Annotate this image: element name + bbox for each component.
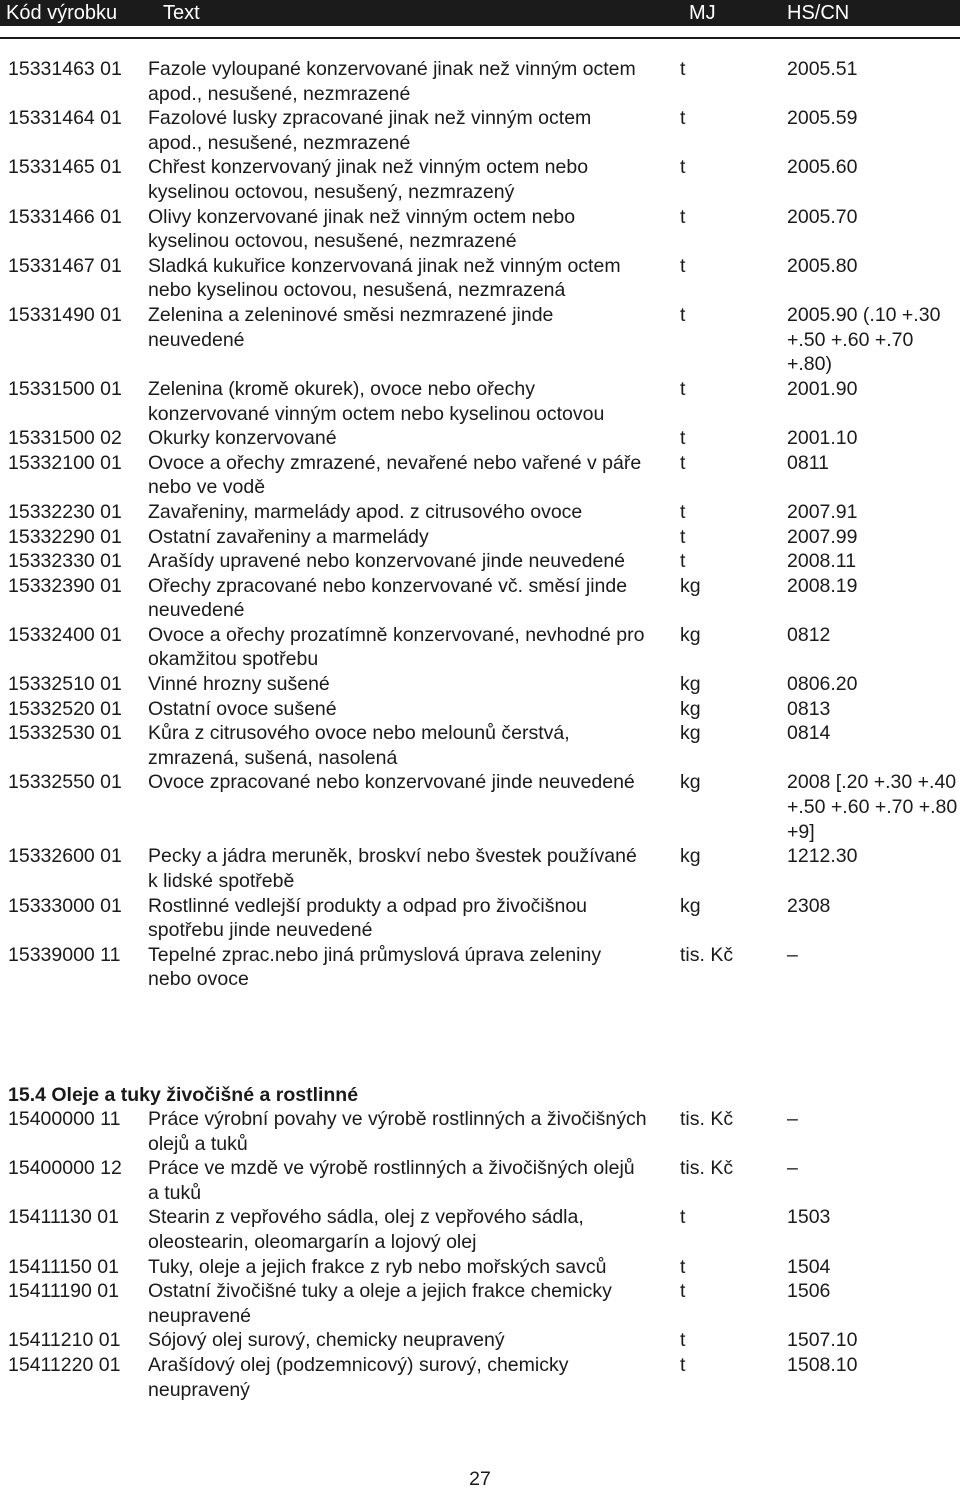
hs-cn-cell: 2005.70 [787, 205, 858, 228]
product-text: Okurky konzervované [148, 427, 337, 450]
hs-cn-cell: 0813 [787, 697, 831, 720]
unit-cell: t [680, 254, 686, 277]
product-text: Práce výrobní povahy ve výrobě rostlinných a živočišných olejů a tuků [148, 1108, 647, 1155]
hs-cn-cell: 2001.90 [787, 377, 858, 400]
product-table-2 [0, 1107, 960, 1402]
hs-cn-cell: 1506 [787, 1280, 831, 1303]
product-code: 15411210 01 [8, 1329, 121, 1352]
hs-cn-cell: 2001.10 [787, 427, 858, 450]
table-row [0, 377, 960, 426]
header-text: Text [163, 2, 200, 24]
product-code: 15331500 02 [8, 427, 122, 450]
hs-cn-cell: 1212.30 [787, 845, 858, 868]
unit-cell: t [680, 1206, 686, 1229]
hs-cn-cell: 0806.20 [787, 673, 858, 696]
table-row [0, 574, 960, 623]
hs-cn-cell: 2005.51 [787, 58, 858, 80]
product-code: 15339000 11 [8, 943, 121, 966]
unit-cell: kg [680, 894, 701, 917]
hs-cn-cell: – [787, 1108, 798, 1130]
hs-cn-cell: 2005.59 [787, 107, 858, 130]
product-text: Tepelné zprac.nebo jiná průmyslová úprava zeleniny nebo ovoce [148, 943, 602, 991]
unit-cell: t [680, 550, 686, 573]
product-code: 15400000 12 [8, 1157, 122, 1180]
header-code: Kód výrobku [6, 2, 118, 24]
product-text: Ostatní zavařeniny a marmelády [148, 525, 429, 548]
product-text: Stearin z vepřového sádla, olej z vepřového sádla, oleostearin, oleomargarín a lojový olej [148, 1206, 584, 1253]
product-code: 15332290 01 [8, 525, 122, 548]
table-row [0, 943, 960, 992]
hs-cn-cell: – [787, 1157, 798, 1180]
unit-cell: t [680, 1353, 686, 1376]
hs-cn-cell: 2008.19 [787, 574, 858, 597]
header-hs-cn: HS/CN [787, 2, 850, 24]
product-text: Pecky a jádra meruněk, broskví nebo švestek používané k lidské spotřebě [148, 845, 637, 893]
unit-cell: t [680, 303, 686, 326]
header-rule [0, 37, 960, 39]
product-code: 15332400 01 [8, 623, 122, 646]
product-code: 15331500 01 [8, 377, 122, 400]
table-row [0, 844, 960, 893]
table-row [0, 1353, 960, 1402]
table-row [0, 1255, 960, 1280]
unit-cell: kg [680, 574, 701, 597]
product-text: Ostatní živočišné tuky a oleje a jejich frakce chemicky neupravené [148, 1280, 612, 1327]
hs-cn-cell: 0814 [787, 722, 831, 745]
unit-cell: t [680, 107, 686, 130]
product-code: 15411150 01 [8, 1255, 119, 1278]
table-row [0, 721, 960, 770]
unit-cell: tis. Kč [680, 943, 734, 966]
product-text: Chřest konzervovaný jinak než vinným octem nebo kyselinou octovou, nesušený, nezmrazený [148, 156, 589, 203]
unit-cell: t [680, 525, 686, 548]
hs-cn-cell: 0811 [787, 451, 829, 474]
hs-cn-cell: 1508.10 [787, 1353, 858, 1376]
product-code: 15333000 01 [8, 894, 122, 917]
product-text: Práce ve mzdě ve výrobě rostlinných a živočišných olejů a tuků [148, 1157, 635, 1204]
product-code: 15332230 01 [8, 500, 122, 523]
product-code: 15332530 01 [8, 722, 122, 745]
product-code: 15331490 01 [8, 303, 122, 326]
product-code: 15332520 01 [8, 697, 122, 720]
page-number: 27 [469, 1468, 491, 1490]
unit-cell: t [680, 1280, 686, 1303]
hs-cn-cell: – [787, 943, 798, 966]
hs-cn-cell: 1504 [787, 1255, 831, 1278]
unit-cell: kg [680, 673, 701, 696]
table-row [0, 426, 960, 451]
product-text: Zelenina a zeleninové směsi nezmrazené jinde neuvedené [148, 303, 554, 351]
hs-cn-cell: 1507.10 [787, 1329, 858, 1352]
table-row [0, 500, 960, 525]
hs-cn-cell: 2005.90 (.10 +.30 +.50 +.60 +.70 +.80) [787, 303, 941, 376]
table-header [0, 0, 960, 26]
table-row [0, 672, 960, 697]
unit-cell: t [680, 58, 686, 80]
table-row [0, 205, 960, 254]
table-row [0, 1205, 960, 1254]
unit-cell: kg [680, 722, 701, 745]
product-text: Arašídy upravené nebo konzervované jinde neuvedené [148, 550, 626, 573]
product-code: 15331466 01 [8, 205, 122, 228]
product-code: 15400000 11 [8, 1108, 121, 1130]
hs-cn-cell: 2008 [.20 +.30 +.40 +.50 +.60 +.70 +.80 +9] [787, 771, 958, 843]
product-text: Vinné hrozny sušené [148, 673, 330, 696]
product-code: 15332510 01 [8, 673, 122, 696]
table-row [0, 106, 960, 155]
section-title: 15.4 Oleje a tuky živočišné a rostlinné [8, 1084, 359, 1106]
unit-cell: t [680, 1255, 686, 1278]
table-row [0, 525, 960, 550]
unit-cell: tis. Kč [680, 1108, 734, 1130]
product-text: Olivy konzervované jinak než vinným octem nebo kyselinou octovou, nesušené, nezmrazené [148, 205, 576, 253]
product-text: Fazolové lusky zpracované jinak než vinným octem apod., nesušené, nezmrazené [148, 107, 592, 154]
table-row [0, 770, 960, 844]
product-code: 15331465 01 [8, 156, 122, 179]
table-row [0, 57, 960, 106]
product-code: 15332600 01 [8, 845, 122, 868]
product-text: Tuky, oleje a jejich frakce z ryb nebo mořských savců [148, 1255, 607, 1278]
product-text: Arašídový olej (podzemnicový) surový, chemicky neupravený [148, 1353, 569, 1401]
table-row [0, 549, 960, 574]
table-row [0, 623, 960, 672]
hs-cn-cell: 2005.80 [787, 254, 858, 277]
hs-cn-cell: 2308 [787, 894, 831, 917]
product-code: 15332330 01 [8, 550, 122, 573]
product-text: Fazole vyloupané konzervované jinak než vinným octem apod., nesušené, nezmrazené [148, 58, 636, 105]
product-text: Ovoce a ořechy prozatímně konzervované, nevhodné pro okamžitou spotřebu [148, 623, 645, 671]
header-unit: MJ [689, 2, 716, 24]
product-code: 15332550 01 [8, 771, 122, 794]
unit-cell: t [680, 156, 686, 179]
table-row [0, 697, 960, 722]
product-text: Rostlinné vedlejší produkty a odpad pro živočišnou spotřebu jinde neuvedené [148, 894, 588, 942]
product-text: Zelenina (kromě okurek), ovoce nebo ořechy konzervované vinným octem nebo kyselinou octovou [148, 377, 605, 425]
table-row [0, 451, 960, 500]
unit-cell: kg [680, 845, 701, 868]
unit-cell: t [680, 451, 686, 474]
table-row [0, 303, 960, 377]
table-row [0, 254, 960, 303]
unit-cell: t [680, 1329, 686, 1352]
product-text: Kůra z citrusového ovoce nebo melounů čerstvá, zmrazená, sušená, nasolená [148, 722, 570, 769]
product-text: Ovoce zpracované nebo konzervované jinde neuvedené [148, 771, 635, 794]
unit-cell: kg [680, 697, 701, 720]
hs-cn-cell: 2007.99 [787, 525, 858, 548]
hs-cn-cell: 1503 [787, 1206, 831, 1229]
hs-cn-cell: 2005.60 [787, 156, 858, 179]
product-text: Sladká kukuřice konzervovaná jinak než vinným octem nebo kyselinou octovou, nesušená, nezmrazená [148, 254, 621, 302]
product-text: Zavařeniny, marmelády apod. z citrusového ovoce [148, 500, 583, 523]
hs-cn-cell: 2008.11 [787, 550, 857, 573]
table-row [0, 1156, 960, 1205]
table-row [0, 1328, 960, 1353]
product-code: 15331467 01 [8, 254, 122, 277]
product-code: 15331463 01 [8, 58, 122, 80]
unit-cell: kg [680, 623, 701, 646]
product-code: 15411190 01 [8, 1280, 119, 1303]
unit-cell: kg [680, 771, 701, 794]
unit-cell: t [680, 500, 686, 523]
product-text: Sójový olej surový, chemicky neupravený [148, 1329, 505, 1352]
table-row [0, 1279, 960, 1328]
table-row [0, 155, 960, 204]
product-code: 15411130 01 [8, 1206, 119, 1229]
unit-cell: t [680, 427, 686, 450]
product-code: 15411220 01 [8, 1353, 121, 1376]
unit-cell: t [680, 205, 686, 228]
hs-cn-cell: 2007.91 [787, 500, 858, 523]
product-code: 15331464 01 [8, 107, 122, 130]
hs-cn-cell: 0812 [787, 623, 831, 646]
product-table-1 [0, 57, 960, 992]
table-row [0, 1107, 960, 1156]
product-code: 15332100 01 [8, 451, 122, 474]
unit-cell: tis. Kč [680, 1157, 734, 1180]
product-text: Ostatní ovoce sušené [148, 697, 337, 720]
product-text: Ovoce a ořechy zmrazené, nevařené nebo vařené v páře nebo ve vodě [148, 451, 642, 499]
product-text: Ořechy zpracované nebo konzervované vč. směsí jinde neuvedené [148, 574, 628, 622]
product-code: 15332390 01 [8, 574, 122, 597]
table-row [0, 894, 960, 943]
unit-cell: t [680, 377, 686, 400]
